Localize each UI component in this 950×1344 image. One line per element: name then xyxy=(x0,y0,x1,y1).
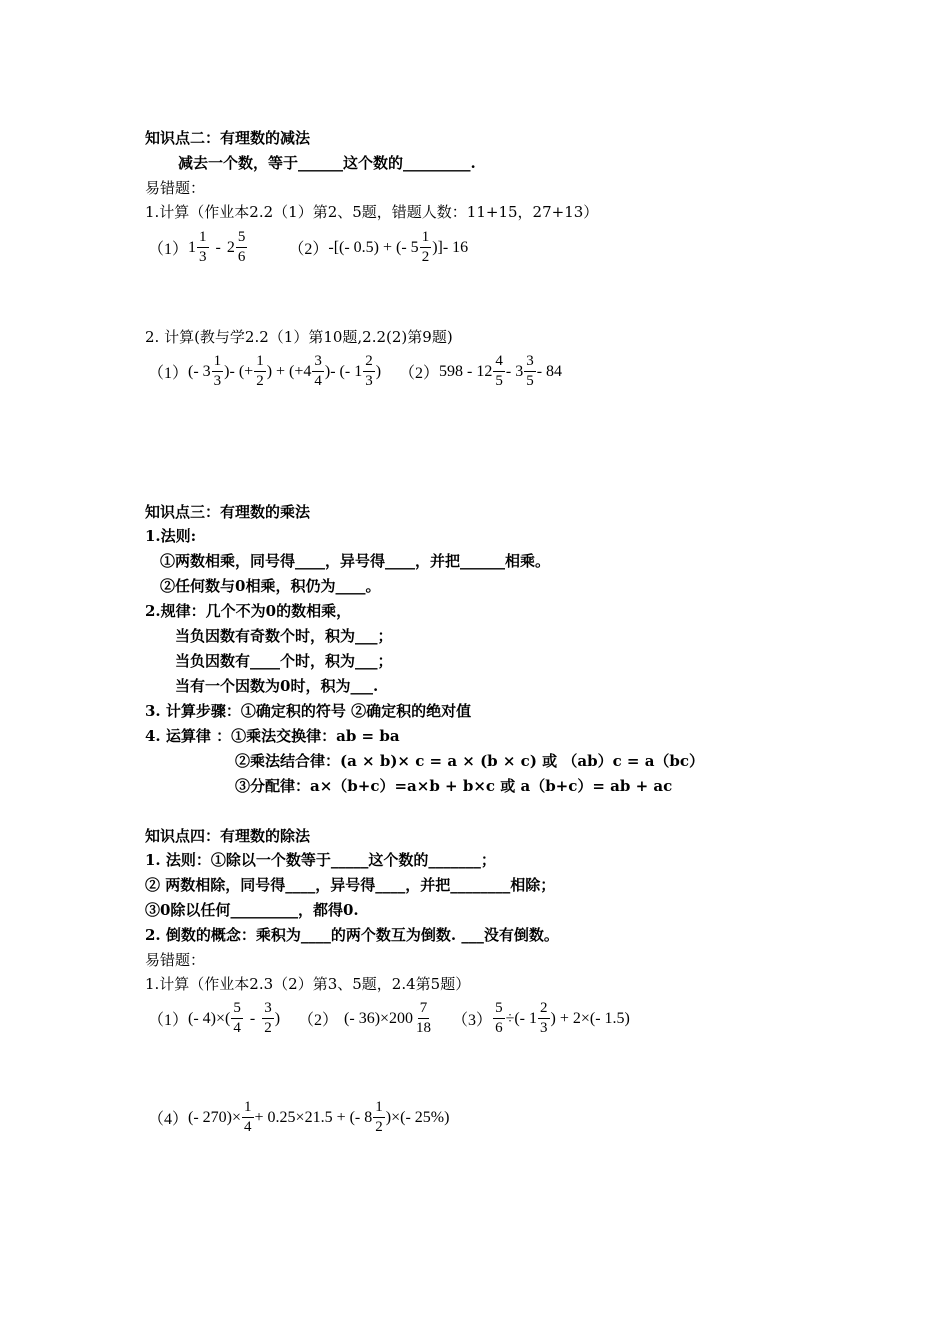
mult-laws-1: 4. 运算律 ：①乘法交换律：ab = ba xyxy=(145,727,400,745)
fraction: $\frac{2}{3}$ xyxy=(365,353,373,389)
fraction: $\frac{1}{4}$ xyxy=(244,1099,252,1135)
mult-steps: 3. 计算步骤：①确定积的符号 ②确定积的绝对值 xyxy=(145,702,472,720)
fraction: $\frac{1}{3}$ xyxy=(213,353,222,389)
fraction: $\frac{3}{2}$ xyxy=(264,1000,272,1036)
easy-mistake-label: 易错题： xyxy=(145,951,206,969)
math-text: - xyxy=(215,238,221,256)
math-text: )- (- 1 xyxy=(324,362,363,380)
mult-rule-1: ①两数相乘，同号得____，异号得____，并把______相乘。 xyxy=(160,552,551,570)
problem-label: （2） xyxy=(399,365,440,382)
mult-laws-2: ②乘法结合律：(a × b)× c = a × (b × c) 或 （ab）c = a（bc） xyxy=(235,752,705,770)
math-text: )- (+ xyxy=(224,362,254,380)
math-text: 1 xyxy=(188,238,197,256)
mult-laws-3: ③分配律：a×（b+c）=a×b + b×c 或 a（b+c）= ab + ac xyxy=(235,777,673,795)
div-rule-3: ③0除以任何_________，都得0. xyxy=(145,901,359,919)
div-rule-2: ② 两数相除，同号得____，异号得____，并把________相除； xyxy=(145,876,556,894)
fraction: $\frac{5}{6}$ xyxy=(495,1000,503,1036)
math-text: ) xyxy=(375,362,382,380)
fraction: $\frac{3}{5}$ xyxy=(526,353,534,389)
reciprocal-concept: 2. 倒数的概念：乘积为____的两个数互为倒数. ___没有倒数。 xyxy=(145,926,559,944)
mult-rule-2: ②任何数与0相乘，积仍为____。 xyxy=(160,577,381,595)
fraction: $\frac{2}{3}$ xyxy=(540,1000,548,1036)
math-text: (- 4)×( xyxy=(188,1009,231,1027)
div-exercise-problem-4 xyxy=(148,1098,449,1137)
fraction: $\frac{3}{4}$ xyxy=(314,353,322,389)
fraction: $\frac{1}{2}$ xyxy=(421,229,430,265)
problem-label: （2） xyxy=(288,241,329,258)
mult-pattern-1: 当负因数有奇数个时，积为___； xyxy=(175,627,393,645)
math-text: )×(- 25%) xyxy=(385,1108,450,1126)
exercise-1-problems xyxy=(148,228,468,267)
mult-pattern-heading: 2.规律：几个不为0的数相乘， xyxy=(145,602,352,620)
math-text: (- 3 xyxy=(188,362,211,380)
fraction: $\frac{1}{2}$ xyxy=(256,353,264,389)
fraction: $\frac{5}{6}$ xyxy=(237,229,246,265)
fraction: $\frac{1}{2}$ xyxy=(375,1099,383,1135)
mult-pattern-2: 当负因数有____个时，积为___； xyxy=(175,652,393,670)
math-text: - 84 xyxy=(536,362,563,380)
math-text: -[(- 0.5) + (- 5 xyxy=(328,238,419,256)
div-rule-1: 1. 法则：①除以一个数等于_____这个数的_______； xyxy=(145,851,496,869)
problem-label: （4） xyxy=(148,1111,189,1128)
math-text: (- 270)× xyxy=(188,1108,242,1126)
math-text: (- 36)×200 xyxy=(344,1009,414,1027)
math-text: ) + (+4 xyxy=(266,362,312,380)
fraction: $\frac{7}{18}$ xyxy=(416,1000,432,1036)
problem-label: （2） xyxy=(298,1012,339,1029)
math-text: )]- 16 xyxy=(432,238,469,256)
fraction: $\frac{4}{5}$ xyxy=(495,353,503,389)
math-text: ÷(- 1 xyxy=(505,1009,537,1027)
mult-rule-heading: 1.法则: xyxy=(145,527,197,545)
problem-label: （3） xyxy=(452,1012,493,1029)
exercise-2-heading: 2. 计算(教与学2.2（1）第10题,2.2(2)第9题) xyxy=(145,328,453,346)
problem-label: （1） xyxy=(148,365,189,382)
math-text: ) + 2×(- 1.5) xyxy=(550,1009,630,1027)
subtraction-rule: 减去一个数，等于______这个数的_________. xyxy=(178,154,476,172)
section-title-multiplication: 知识点三：有理数的乘法 xyxy=(145,503,311,521)
div-exercise-heading: 1.计算（作业本2.3（2）第3、5题，2.4第5题） xyxy=(145,975,471,993)
math-text: 2 xyxy=(226,238,235,256)
exercise-2-problems xyxy=(148,352,562,391)
fraction: $\frac{5}{4}$ xyxy=(233,1000,241,1036)
math-text: - 3 xyxy=(505,362,524,380)
section-title-division: 知识点四：有理数的除法 xyxy=(145,827,311,845)
math-text: + 0.25×21.5 + (- 8 xyxy=(254,1108,373,1126)
math-text: ) xyxy=(274,1009,281,1027)
easy-mistake-label: 易错题： xyxy=(145,179,206,197)
div-exercise-problems xyxy=(148,999,630,1038)
math-text: - xyxy=(249,1009,256,1027)
fraction: $\frac{1}{3}$ xyxy=(199,229,207,265)
section-title-subtraction: 知识点二：有理数的减法 xyxy=(145,129,311,147)
math-text: 598 - 12 xyxy=(439,362,493,380)
exercise-1-heading: 1.计算（作业本2.2（1）第2、5题，错题人数：11+15，27+13） xyxy=(145,203,599,221)
problem-label: （1） xyxy=(148,241,189,258)
mult-pattern-3: 当有一个因数为0时，积为___. xyxy=(175,677,379,695)
problem-label: （1） xyxy=(148,1012,189,1029)
